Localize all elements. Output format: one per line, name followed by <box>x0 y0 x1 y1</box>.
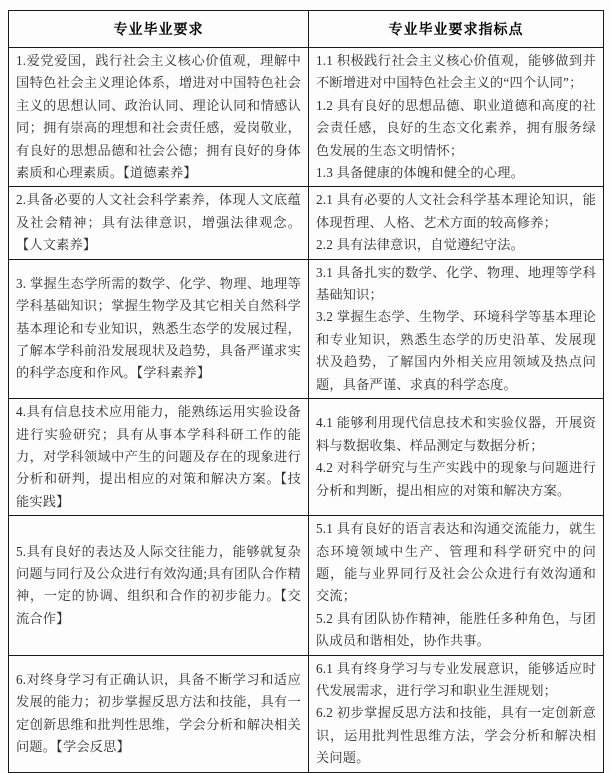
requirement-cell: 1.爱党爱国，践行社会主义核心价值观，理解中国特色社会主义理论体系，增进对中国特色社会主义的思想认同、政治认同、理论认同和情感认同；拥有崇高的理想和社会责任感，爱岗敬业，有良好的思想品德和社会公德；拥有良好的身体素质和心理素质。【道德素养】 <box>9 48 309 187</box>
indicator-cell <box>309 399 604 516</box>
indicator-item: 3.2 掌握生态学、生物学、环境科学等基本理论和专业知识，熟悉生态学的历史沿革、发展现状及趋势，了解国内外相关应用领域及热点问题，具备严谨、求真的科学态度。 <box>316 309 596 392</box>
requirement-cell: 5.具有良好的表达及人际交往能力，能够就复杂问题与同行及公众进行有效沟通;具有团队合作精神，一定的协调、组织和合作的初步能力。【交流合作】 <box>9 516 309 655</box>
requirement-cell: 4.具有信息技术应用能力，能熟练运用实验设备进行实验研究；具有从事本学科科研工作的能力，对学科领域中产生的问题及存在的现象进行分析和研判，提出相应的对策和解决方案。【技能实践】 <box>9 399 309 516</box>
table-row <box>9 655 604 772</box>
indicator-item: 1.2 具有良好的思想品德、职业道德和高度的社会责任感，良好的生态文化素养，拥有服务绿色发展的生态文明情怀； <box>316 97 596 158</box>
indicator-item: 6.2 初步掌握反思方法和技能，具有一定创新意识，运用批判性思维方法，学会分析和解决相关问题。 <box>316 705 596 766</box>
table-row <box>9 259 604 398</box>
column-header-requirements: 专业毕业要求 <box>9 11 309 48</box>
indicator-item: 4.2 对科学研究与生产实践中的现象与问题进行分析和判断，提出相应的对策和解决方案。 <box>316 460 596 498</box>
indicator-item: 1.3 具备健康的体魄和健全的心理。 <box>316 165 525 181</box>
table-row <box>9 187 604 259</box>
requirement-cell: 6.对终身学习有正确认识，具备不断学习和适应发展的能力；初步掌握反思方法和技能，具有一定创新思维和批判性思维，学会分析和解决相关问题。【学会反思】 <box>9 655 309 772</box>
indicator-item: 6.1 具有终身学习与专业发展意识，能够适应时代发展需求，进行学习和职业生涯规划； <box>316 660 596 698</box>
table-row <box>9 516 604 655</box>
indicator-item: 1.1 积极践行社会主义核心价值观，能够做到并不断增进对中国特色社会主义的“四个认同”； <box>316 53 596 91</box>
indicator-cell <box>309 655 604 772</box>
indicator-item: 5.1 具有良好的语言表达和沟通交流能力，就生态环境领域中生产、管理和科学研究中的问题，能与业界同行及社会公众进行有效沟通和交流； <box>316 521 596 604</box>
indicator-cell <box>309 259 604 398</box>
requirement-cell: 3. 掌握生态学所需的数学、化学、物理、地理等学科基础知识；掌握生物学及其它相关自然科学基本理论和专业知识，熟悉生态学的发展过程，了解本学科前沿发展现状及趋势，具备严谨求实的科学态度和作风。【学科素养】 <box>9 259 309 398</box>
table-row <box>9 48 604 187</box>
requirement-cell: 2.具备必要的人文社会科学素养，体现人文底蕴及社会精神；具有法律意识，增强法律观念。【人文素养】 <box>9 187 309 259</box>
indicator-item: 4.1 能够利用现代信息技术和实验仪器，开展资料与数据收集、样品测定与数据分析； <box>316 415 596 453</box>
indicator-item: 3.1 具备扎实的数学、化学、物理、地理等学科基础知识； <box>316 264 596 303</box>
indicator-item: 2.1 具有必要的人文社会科学基本理论知识，能体现哲理、人格、艺术方面的较高修养； <box>316 192 596 230</box>
indicator-cell <box>309 187 604 259</box>
indicator-cell <box>309 516 604 655</box>
header-row <box>9 11 604 48</box>
column-header-indicators: 专业毕业要求指标点 <box>309 11 604 48</box>
indicator-cell <box>309 48 604 187</box>
indicator-item: 2.2 具有法律意识，自觉遵纪守法。 <box>316 237 525 253</box>
table-row <box>9 399 604 516</box>
indicator-item: 5.2 具有团队协作精神，能胜任多种角色，与团队成员和谐相处，协作共事。 <box>316 610 596 649</box>
graduation-requirements-table <box>8 10 604 773</box>
